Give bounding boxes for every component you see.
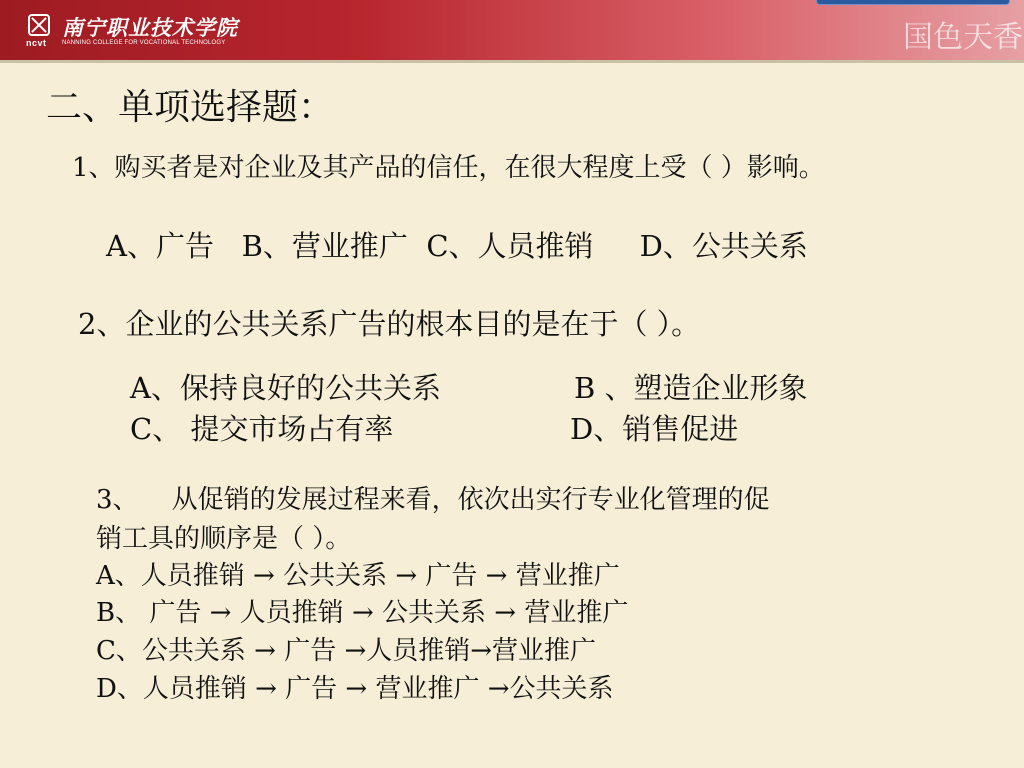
- school-logo-icon: [28, 14, 50, 36]
- question-3-option-a: A、人员推销 → 公共关系 → 广告 → 营业推广: [96, 561, 620, 591]
- question-3-stem-line-1: 3、 从促销的发展过程来看，依次出实行专业化管理的促: [96, 485, 770, 515]
- question-2-stem: 2、企业的公共关系广告的根本目的是在于（ ）。: [78, 307, 701, 341]
- section-title: 二、单项选择题：: [46, 87, 335, 128]
- question-3-option-c: C、公共关系 → 广告 →人员推销→营业推广: [96, 636, 597, 666]
- school-name: 南宁职业技术学院: [62, 16, 238, 40]
- question-3-option-b: B、 广告 → 人员推销 → 公共关系 → 营业推广: [96, 598, 629, 628]
- question-2-option-a: A、保持良好的公共关系: [130, 371, 441, 405]
- school-english-name: NANNING COLLEGE FOR VOCATIONAL TECHNOLOGY: [62, 40, 226, 46]
- question-2-option-b: B 、塑造企业形象: [574, 371, 808, 405]
- question-3-option-d: D、人员推销 → 广告 → 营业推广 →公共关系: [96, 674, 614, 704]
- decoration-text: 国色天香: [903, 20, 1023, 55]
- question-3-stem-line-2: 销工具的顺序是（ ）。: [96, 524, 352, 554]
- question-2-option-d: D、销售促进: [570, 412, 739, 446]
- top-tab-strip: [816, 0, 1010, 5]
- header-divider: [0, 60, 1024, 63]
- header-banner: [0, 0, 1024, 60]
- question-1-options: A、广告 B、营业推广 C、人员推销 D、公共关系: [106, 229, 808, 263]
- question-1-stem: 1、购买者是对企业及其产品的信任，在很大程度上受（ ）影响。: [72, 153, 825, 183]
- logo-abbreviation: ncvt: [26, 38, 47, 48]
- question-2-option-c: C、 提交市场占有率: [130, 412, 394, 446]
